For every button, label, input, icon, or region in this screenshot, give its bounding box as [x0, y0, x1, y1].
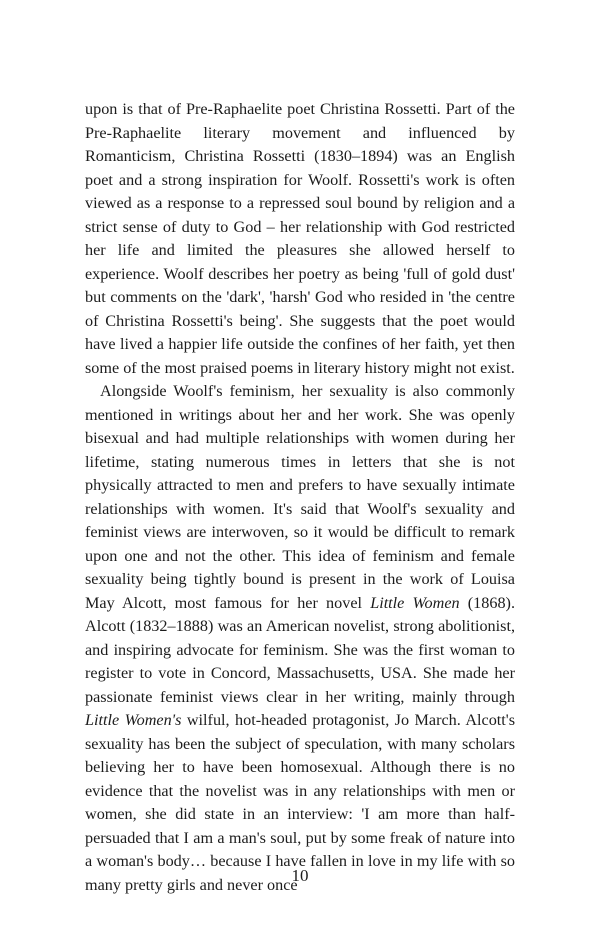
page-body — [85, 98, 515, 897]
page-number: 10 — [291, 866, 309, 885]
paragraph-rossetti — [85, 98, 515, 380]
paragraph-text: upon is that of Pre-Raphaelite poet Christina Rossetti. Part of the Pre-Raphaelite literary movement and influenced by Romanticism, Christina Rossetti (1830–1894) was an English poet and a strong inspiration for Woolf. Rossetti's work is often viewed as a response to a repressed soul bound by religion and a strict sense of duty to God – her relationship with God restricted her life and limited the pleasures she allowed herself to experience. Woolf describes her poetry as being 'full of gold dust' but comments on the 'dark', 'harsh' God who resided in 'the centre of Christina Rossetti's being'. She suggests that the poet would have lived a happier life outside the confines of her faith, yet then some of the most praised poems in literary history might not exist. — [85, 100, 515, 377]
paragraph-text: Alongside Woolf's feminism, her sexuality is also commonly mentioned in writings about her and her work. She was openly bisexual and had multiple relationships with women during her lifetime, stating numerous times in letters that she is not physically attracted to men and prefers to have sexually intimate relationships with women. It's said that Woolf's sexuality and feminist views are interwoven, so it would be difficult to remark upon one and not the other. This idea of feminism and female sexuality being tightly bound is present in the work of Louisa May Alcott, most famous for her novel — [85, 382, 515, 612]
book-title-little-women: Little Women — [370, 593, 460, 612]
paragraph-sexuality — [85, 380, 515, 897]
book-title-little-womens: Little Women's — [85, 711, 182, 729]
paragraph-text: wilful, hot-headed protagonist, Jo March. Alcott's sexuality has been the subject of speculation, with many scholars believing her to have been homosexual. Although there is no evidence that the novelist was in any relationships with men or women, she did state in an interview: 'I am more than half-persuaded that I am a man's soul, put by some freak of nature into a woman's body… because I have fallen in love in my life with so many pretty girls and never once — [85, 711, 516, 894]
paragraph-text: (1868). Alcott (1832–1888) was an American novelist, strong abolitionist, and inspiring advocate for feminism. She was the first woman to register to vote in Concord, Massachusetts, USA. She made her passionate feminist views clear in her writing, mainly through — [85, 593, 515, 706]
